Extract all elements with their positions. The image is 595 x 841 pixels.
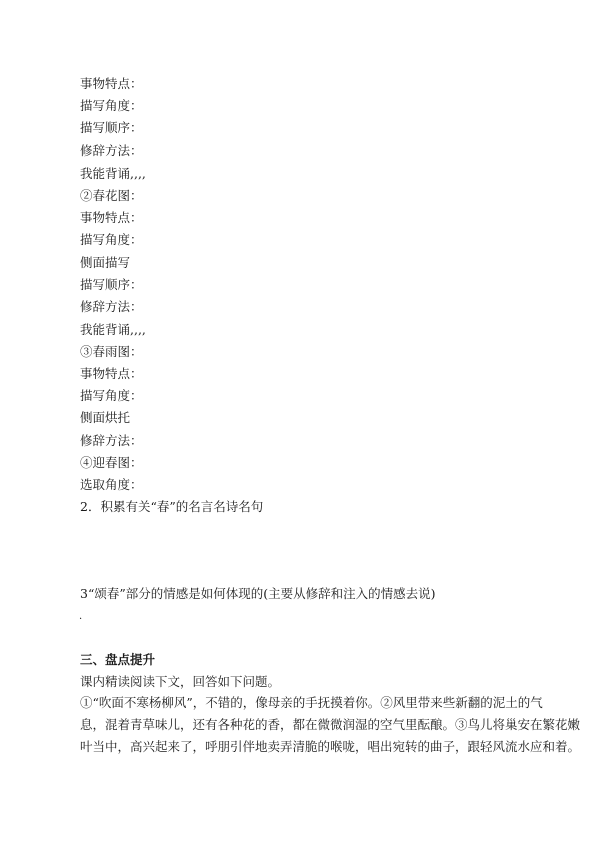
section-intro: 课内精读阅读下文，回答如下问题。 bbox=[80, 674, 281, 689]
text-line: 修辞方法： bbox=[80, 299, 143, 314]
text-line: 描写顺序： bbox=[80, 277, 143, 292]
text-line: 我能背诵,,,, bbox=[80, 166, 146, 181]
text-line: ④迎春图： bbox=[80, 455, 143, 470]
text-line: 描写角度： bbox=[80, 98, 143, 113]
text-line: 事物特点： bbox=[80, 366, 143, 381]
question-3: 3“颂春”部分的情感是如何体现的(主要从修辞和注入的情感去说) bbox=[80, 586, 436, 601]
text-line: 修辞方法： bbox=[80, 143, 143, 158]
stray-dot: . bbox=[79, 611, 83, 622]
question-2: 2．积累有关“春”的名言名诗名句 bbox=[80, 499, 264, 514]
passage-line: 息，混着青草味儿，还有各种花的香，都在微微润湿的空气里酝酿。③鸟儿将巢安在繁花嫩 bbox=[80, 717, 581, 732]
text-line: 事物特点： bbox=[80, 210, 143, 225]
passage-line: ①“吹面不寒杨柳风”，不错的，像母亲的手抚摸着你。②风里带来些新翻的泥土的气 bbox=[80, 695, 543, 710]
text-line: 我能背诵,,,, bbox=[80, 322, 146, 337]
text-line: 描写顺序： bbox=[80, 120, 143, 135]
text-line: 事物特点： bbox=[80, 76, 143, 91]
passage-line: 叶当中，高兴起来了，呼朋引伴地卖弄清脆的喉咙，唱出宛转的曲子，跟轻风流水应和着。 bbox=[80, 739, 581, 754]
text-line: 侧面烘托 bbox=[80, 410, 131, 425]
text-line: 修辞方法： bbox=[80, 433, 143, 448]
text-line: 描写角度： bbox=[80, 388, 143, 403]
section-heading: 三、盘点提升 bbox=[80, 652, 156, 667]
text-line: 侧面描写 bbox=[80, 255, 131, 270]
text-line: ③春雨图： bbox=[80, 344, 143, 359]
text-line: 选取角度： bbox=[80, 477, 143, 492]
text-line: 描写角度： bbox=[80, 232, 143, 247]
text-line: ②春花图： bbox=[80, 188, 143, 203]
